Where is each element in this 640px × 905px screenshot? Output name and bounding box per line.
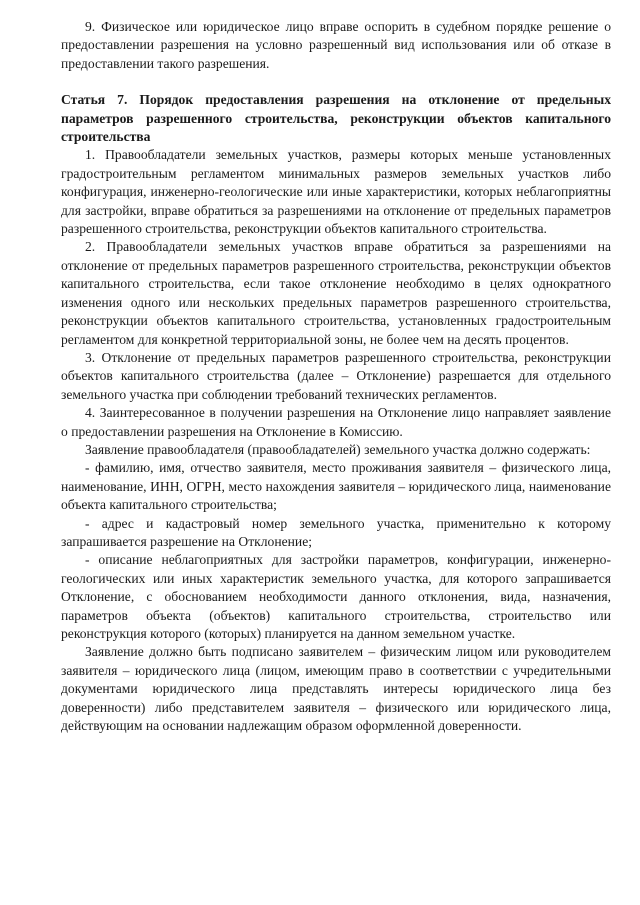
paragraph-2: 2. Правообладатели земельных участков вправе обратиться за разрешениями на отклонение от предельных параметров разрешенного строительства, реконструкции объектов капитального строительства, если такое отклонение необходимо в целях однократного изменения одного или нескольких предельных параметров разрешенного строительства, реконструкции объектов капитального строительства, установленных градостроительным регламентом для конкретной территориальной зоны, не более чем на десять процентов. <box>61 239 611 347</box>
paragraph-4: 4. Заинтересованное в получении разрешения на Отклонение лицо направляет заявление о предоставлении разрешения на Отклонение в Комиссию. <box>61 405 611 439</box>
list-item-applicant-info: - фамилию, имя, отчество заявителя, место проживания заявителя – физического лица, наименование, ИНН, ОГРН, место нахождения заявителя – юридического лица, наименование объекта капитального строительства; <box>61 460 611 513</box>
document-page <box>61 18 611 735</box>
paragraph-9: 9. Физическое или юридическое лицо вправе оспорить в судебном порядке решение о предоставлении разрешения на условно разрешенный вид использования или об отказе в предоставлении такого разрешения. <box>61 19 611 71</box>
list-item-description: - описание неблагоприятных для застройки параметров, конфигурации, инженерно-геологических или иных характеристик земельного участка, для которого запрашивается Отклонение, с обоснованием необходимости данного отклонения, вида, назначения, параметров объекта (объектов) капитального строительства, строительство или реконструкция которого (которых) планируется на данном земельном участке. <box>61 552 611 641</box>
application-content-intro: Заявление правообладателя (правообладателей) земельного участка должно содержать: <box>85 441 591 457</box>
article-heading: Статья 7. Порядок предоставления разрешения на отклонение от предельных параметров разрешенного строительства, реконструкции объектов капитального строительства <box>61 92 611 145</box>
paragraph-3: 3. Отклонение от предельных параметров разрешенного строительства, реконструкции объектов капитального строительства (далее – Отклонение) разрешается для отдельного земельного участка при соблюдении требований технических регламентов. <box>61 349 611 402</box>
list-item-address: - адрес и кадастровый номер земельного участка, применительно к которому запрашивается разрешение на Отклонение; <box>61 515 611 549</box>
signature-requirement: Заявление должно быть подписано заявителем – физическим лицом или руководителем заявителя – юридического лица (лицом, имеющим право в соответствии с учредительными документами юридического лица представлять интересы юридического лица без доверенности) либо представителем заявителя – физического или юридического лица, действующим на основании надлежащим образом оформленной доверенности. <box>61 644 611 734</box>
paragraph-1: 1. Правообладатели земельных участков, размеры которых меньше установленных градостроительным регламентом минимальных размеров земельных участков либо конфигурация, инженерно-геологические или иные характеристики, которых неблагоприятны для застройки, вправе обратиться за разрешениями на отклонение от предельных параметров разрешенного строительства, реконструкции объектов капитального строительства. <box>61 147 611 237</box>
